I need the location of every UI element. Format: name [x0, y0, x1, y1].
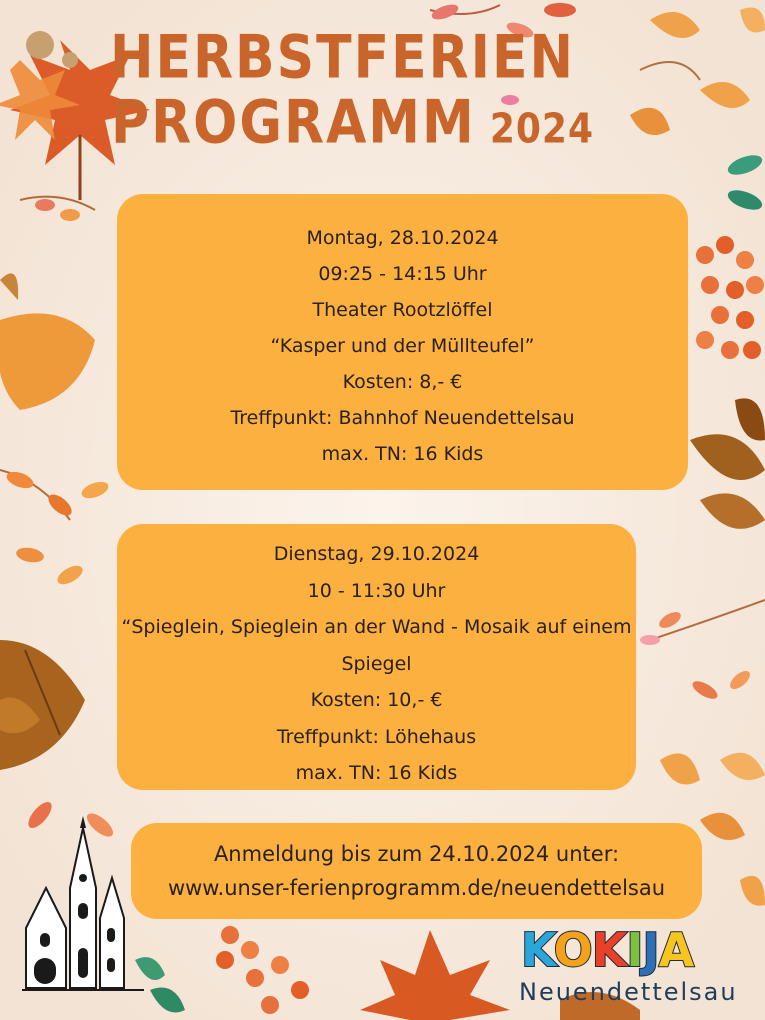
event-date: Dienstag, 29.10.2024 — [273, 543, 480, 565]
registration-card — [131, 823, 702, 919]
event-max-participants: max. TN: 16 Kids — [321, 443, 484, 465]
event-meeting-point: Treffpunkt: Bahnhof Neuendettelsau — [230, 407, 575, 429]
event-organizer: Theater Rootzlöffel — [312, 299, 493, 321]
title-year: 2024 — [489, 105, 595, 153]
event-date: Montag, 28.10.2024 — [306, 227, 499, 249]
event-title-part2: Spiegel — [341, 652, 412, 675]
kokija-logo — [515, 918, 745, 1008]
event-cost: Kosten: 10,- € — [310, 689, 443, 711]
event-card-monday — [117, 194, 688, 490]
logo-letter: I — [626, 923, 643, 977]
page-title — [0, 24, 725, 93]
svg-text:KOKIJA — [521, 923, 695, 977]
logo-letter: K — [591, 923, 627, 977]
event-max-participants: max. TN: 16 Kids — [295, 762, 458, 784]
registration-text: Anmeldung bis zum 24.10.2024 unter: — [213, 842, 620, 866]
event-time: 09:25 - 14:15 Uhr — [318, 263, 487, 285]
registration-url[interactable]: www.unser-ferienprogramm.de/neuendettelsau — [167, 876, 666, 900]
brand-subtitle: Neuendettelsau — [519, 978, 738, 1006]
page-subtitle — [0, 89, 735, 158]
event-meeting-point: Treffpunkt: Löhehaus — [276, 725, 477, 748]
title-line-2: PROGRAMM — [110, 88, 476, 158]
event-cost: Kosten: 8,- € — [342, 371, 463, 393]
event-title: “Kasper und der Müllteufel” — [270, 335, 535, 357]
event-time: 10 - 11:30 Uhr — [307, 579, 446, 602]
logo-letter: J — [642, 923, 659, 977]
title-line-1: HERBSTFERIEN — [109, 23, 576, 93]
event-title-part1: “Spieglein, Spieglein an der Wand - Mosaik auf einem — [121, 616, 632, 638]
church-drawing-icon — [22, 808, 144, 998]
logo-letter: K — [521, 923, 554, 977]
event-card-tuesday — [117, 524, 636, 790]
logo-letter: A — [658, 923, 694, 977]
logo-letter: O — [553, 923, 592, 977]
kokija-logo-graphic — [515, 918, 745, 978]
